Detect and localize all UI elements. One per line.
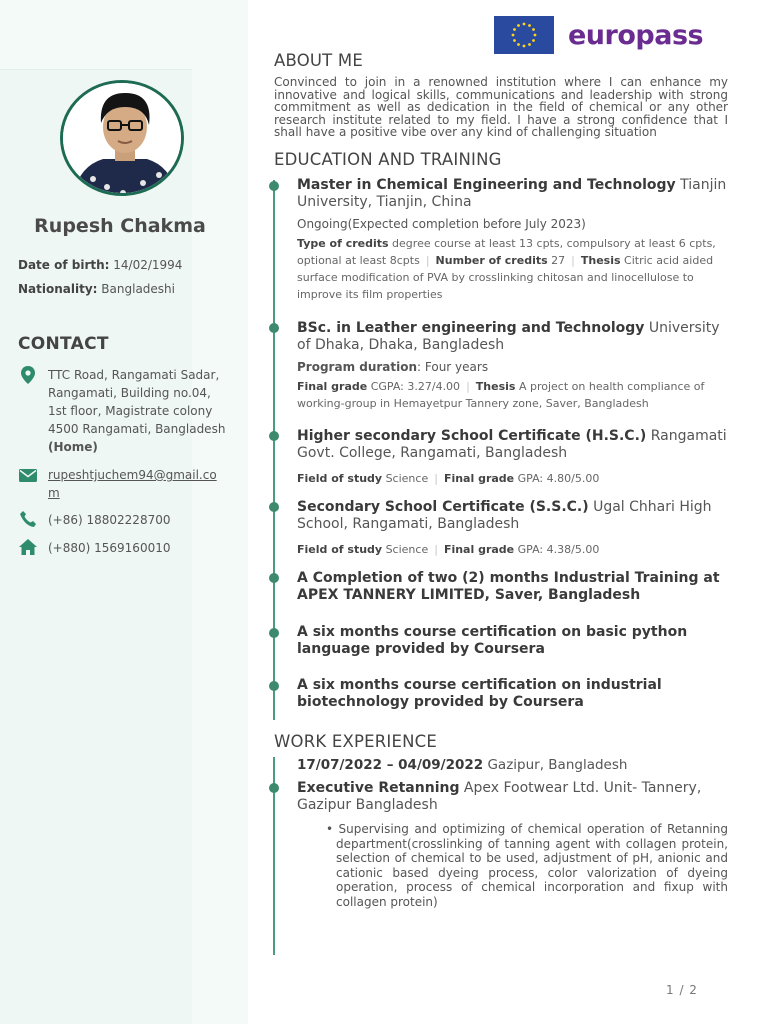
detail-label: Final grade xyxy=(443,543,515,556)
phone-1-value: (+86) 18802228700 xyxy=(48,513,171,527)
email xyxy=(18,466,238,502)
detail-label: Number of credits xyxy=(435,254,548,267)
training-item xyxy=(297,570,733,604)
work-date-range: 17/07/2022 – 04/09/2022 xyxy=(297,757,484,773)
duration-value: : Four years xyxy=(417,360,489,374)
work-bullet xyxy=(316,822,728,909)
timeline-dot xyxy=(269,323,279,333)
degree-title: Master in Chemical Engineering and Technology xyxy=(297,177,676,193)
training-title: A six months course certification on basic python language provided by Coursera xyxy=(297,624,688,657)
details: Field of study Science | Final grade GPA: 4.80/5.00 xyxy=(297,472,600,485)
detail-value: Science xyxy=(382,543,429,556)
status: Ongoing(Expected completion before July 2023) xyxy=(297,217,586,231)
phone-1 xyxy=(18,511,238,529)
nationality-value: Bangladeshi xyxy=(101,282,175,296)
training-item xyxy=(297,677,733,711)
email-link[interactable] xyxy=(48,466,217,502)
detail-value: Citric acid aided surface modification of PVA by crosslinking chitosan and linocellulose to improve its film properties xyxy=(297,254,714,301)
education-item xyxy=(297,320,733,412)
detail-value: GPA: 4.38/5.00 xyxy=(514,543,600,556)
detail-label: Thesis xyxy=(475,380,516,393)
details: Final grade CGPA: 3.27/4.00 | Thesis A project on health compliance of working-group in Hemayetpur Tannery zone, Saver, Bangladesh xyxy=(297,380,705,410)
detail-label: Final grade xyxy=(297,380,368,393)
page-number: 1 / 2 xyxy=(666,983,698,997)
contact-heading: CONTACT xyxy=(18,334,109,354)
work-location: Gazipur, Bangladesh xyxy=(483,757,628,773)
nationality-label: Nationality: xyxy=(18,282,98,296)
about-text: Convinced to join in a renowned institution where I can enhance my innovative and logical skills, communications and leadership with strong commitment as well as dedication in the field of chemical or any other research institute related to my field. I have a strong confidence that I shall have a positive vibe over any kind of challenging situation xyxy=(274,75,728,139)
phone-icon xyxy=(18,511,38,529)
nationality xyxy=(18,282,175,296)
education-timeline xyxy=(273,180,275,720)
logo-text: europass xyxy=(568,19,704,51)
details: Field of study Science | Final grade GPA: 4.38/5.00 xyxy=(297,543,600,556)
detail-value: CGPA: 3.27/4.00 xyxy=(367,380,461,393)
address-tag: (Home) xyxy=(48,440,98,454)
detail-value: 27 xyxy=(547,254,566,267)
address-text xyxy=(48,366,225,456)
institution: Rangamati Govt. College, Rangamati, Bangladesh xyxy=(297,428,727,461)
work-item xyxy=(297,780,733,814)
address xyxy=(18,366,238,456)
education-item xyxy=(297,177,733,303)
detail-label: Type of credits xyxy=(297,237,389,250)
detail-value: Science xyxy=(382,472,429,485)
detail-value: A project on health compliance of working-group in Hemayetpur Tannery zone, Saver, Bangladesh xyxy=(297,380,705,410)
work-heading: WORK EXPERIENCE xyxy=(274,732,437,751)
degree-title: BSc. in Leather engineering and Technology xyxy=(297,320,645,336)
timeline-dot xyxy=(269,431,279,441)
training-item xyxy=(297,624,733,658)
home-icon xyxy=(18,539,38,557)
timeline-dot xyxy=(269,628,279,638)
detail-label: Final grade xyxy=(443,472,515,485)
europass-logo xyxy=(494,16,703,54)
sidebar xyxy=(0,0,248,1024)
avatar xyxy=(60,80,184,196)
dob-value: 14/02/1994 xyxy=(113,258,183,272)
education-heading: EDUCATION AND TRAINING xyxy=(274,150,502,169)
employer: Apex Footwear Ltd. Unit- Tannery, Gazipur Bangladesh xyxy=(297,780,702,813)
detail-label: Field of study xyxy=(297,543,383,556)
address-line: TTC Road, Rangamati Sadar, xyxy=(48,368,220,382)
details: Type of credits degree course at least 13 cpts, compulsory at least 6 cpts, optional at least 8cpts | Number of credits 27 | Thesis Citric acid aided surface modification of PVA by crosslinking chitosan and linocellulose to improve its film properties xyxy=(297,237,716,301)
about-heading: ABOUT ME xyxy=(274,51,363,70)
address-line: Rangamati, Building no.04, xyxy=(48,386,211,400)
detail-label: Thesis xyxy=(580,254,621,267)
email-line: rupeshtjuchem94@gmail.co xyxy=(48,468,217,482)
phone-2-value: (+880) 1569160010 xyxy=(48,541,171,555)
detail-value: degree course at least 13 cpts, compulsory at least 6 cpts, optional at least 8cpts xyxy=(297,237,716,267)
education-item xyxy=(297,499,733,558)
work-dates xyxy=(297,757,733,774)
dob-label: Date of birth: xyxy=(18,258,110,272)
eu-flag-icon xyxy=(494,16,554,54)
detail-value: GPA: 4.80/5.00 xyxy=(514,472,600,485)
institution: Ugal Chhari High School, Rangamati, Bangladesh xyxy=(297,499,712,532)
institution: University of Dhaka, Dhaka, Bangladesh xyxy=(297,320,720,353)
timeline-dot xyxy=(269,783,279,793)
envelope-icon xyxy=(18,466,38,484)
timeline-dot xyxy=(269,681,279,691)
phone-2 xyxy=(18,539,238,557)
training-title: A Completion of two (2) months Industrial Training at APEX TANNERY LIMITED, Saver, Bangladesh xyxy=(297,570,720,603)
email-line: m xyxy=(48,486,60,500)
address-line: 1st floor, Magistrate colony xyxy=(48,404,213,418)
detail-label: Field of study xyxy=(297,472,383,485)
duration-label: Program duration xyxy=(297,360,418,374)
timeline-dot xyxy=(269,573,279,583)
timeline-dot xyxy=(269,181,279,191)
avatar-photo xyxy=(63,83,184,196)
institution: Tianjin University, Tianjin, China xyxy=(297,177,727,210)
date-of-birth xyxy=(18,258,182,272)
degree-title: Secondary School Certificate (S.S.C.) xyxy=(297,499,589,515)
profile-name: Rupesh Chakma xyxy=(34,215,206,237)
training-title: A six months course certification on industrial biotechnology provided by Coursera xyxy=(297,677,662,710)
address-line: 4500 Rangamati, Bangladesh xyxy=(48,422,226,436)
degree-title: Higher secondary School Certificate (H.S.C.) xyxy=(297,428,647,444)
location-pin-icon xyxy=(18,366,38,384)
timeline-dot xyxy=(269,502,279,512)
work-bullet-text: • Supervising and optimizing of chemical operation of Retanning department(crosslinking of tanning agent with collagen protein, selection of chemical to be used, adjustment of pH, anionic and cationic based dyeing process, color valorization of dyeing operation, process of chemical incorporation and fixup with collagen protein) xyxy=(326,822,728,909)
education-item xyxy=(297,428,733,487)
job-title: Executive Retanning xyxy=(297,780,460,796)
